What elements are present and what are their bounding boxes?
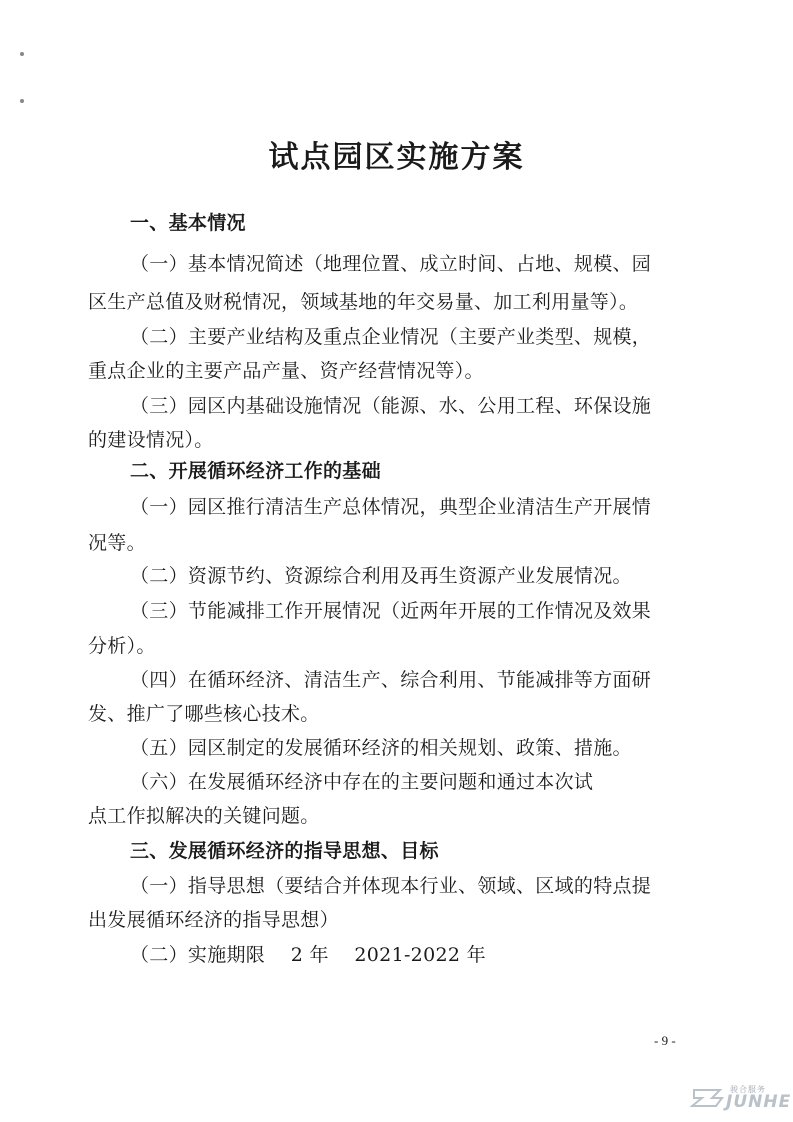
paragraph-line: 分析）。 <box>88 635 156 657</box>
section-heading-2: 二、开展循环经济工作的基础 <box>130 460 381 482</box>
logo-tagline: 骏合服务 <box>730 1085 766 1094</box>
paragraph-line: 区生产总值及财税情况，领域基地的年交易量、加工利用量等）。 <box>88 291 639 313</box>
document-title: 试点园区实施方案 <box>268 140 525 175</box>
paragraph-line: （二）实施期限 2 年 2021-2022 年 <box>130 944 486 966</box>
paragraph-line: 重点企业的主要产品产量、资产经营情况等）。 <box>88 360 484 382</box>
paragraph-line: （二）资源节约、资源综合利用及再生资源产业发展情况。 <box>130 565 632 587</box>
paragraph-line: （二）主要产业结构及重点企业情况（主要产业类型、规模， <box>130 326 652 348</box>
watermark-logo <box>690 1084 790 1110</box>
paragraph-line: 况等。 <box>88 532 146 554</box>
paragraph-line: （一）指导思想（要结合并体现本行业、领域、区域的特点提 <box>130 875 652 897</box>
paragraph-line: （五）园区制定的发展循环经济的相关规划、政策、措施。 <box>130 737 632 759</box>
logo-mark-icon <box>690 1086 726 1110</box>
paragraph-line: （三）园区内基础设施情况（能源、水、公用工程、环保设施 <box>130 395 652 417</box>
paragraph-line: 发、推广了哪些核心技术。 <box>88 703 320 725</box>
paragraph-line: （四）在循环经济、清洁生产、综合利用、节能减排等方面研 <box>130 669 652 691</box>
section-heading-3: 三、发展循环经济的指导思想、目标 <box>130 840 439 862</box>
paragraph-line: （六）在发展循环经济中存在的主要问题和通过本次试 <box>130 771 594 793</box>
paragraph-line: （三）节能减排工作开展情况（近两年开展的工作情况及效果 <box>130 600 652 622</box>
paragraph-line: （一）基本情况简述（地理位置、成立时间、占地、规模、园 <box>130 253 652 275</box>
logo-wordmark: JUNHE <box>726 1092 792 1112</box>
page-number: - 9 - <box>654 1033 676 1048</box>
section-heading-1: 一、基本情况 <box>130 212 246 234</box>
paragraph-line: 的建设情况）。 <box>88 429 214 451</box>
scan-speck <box>20 99 24 103</box>
paragraph-line: 点工作拟解决的关键问题。 <box>88 805 320 827</box>
paragraph-line: （一）园区推行清洁生产总体情况，典型企业清洁生产开展情 <box>130 496 652 518</box>
scan-speck <box>20 52 24 56</box>
paragraph-line: 出发展循环经济的指导思想） <box>88 909 339 931</box>
